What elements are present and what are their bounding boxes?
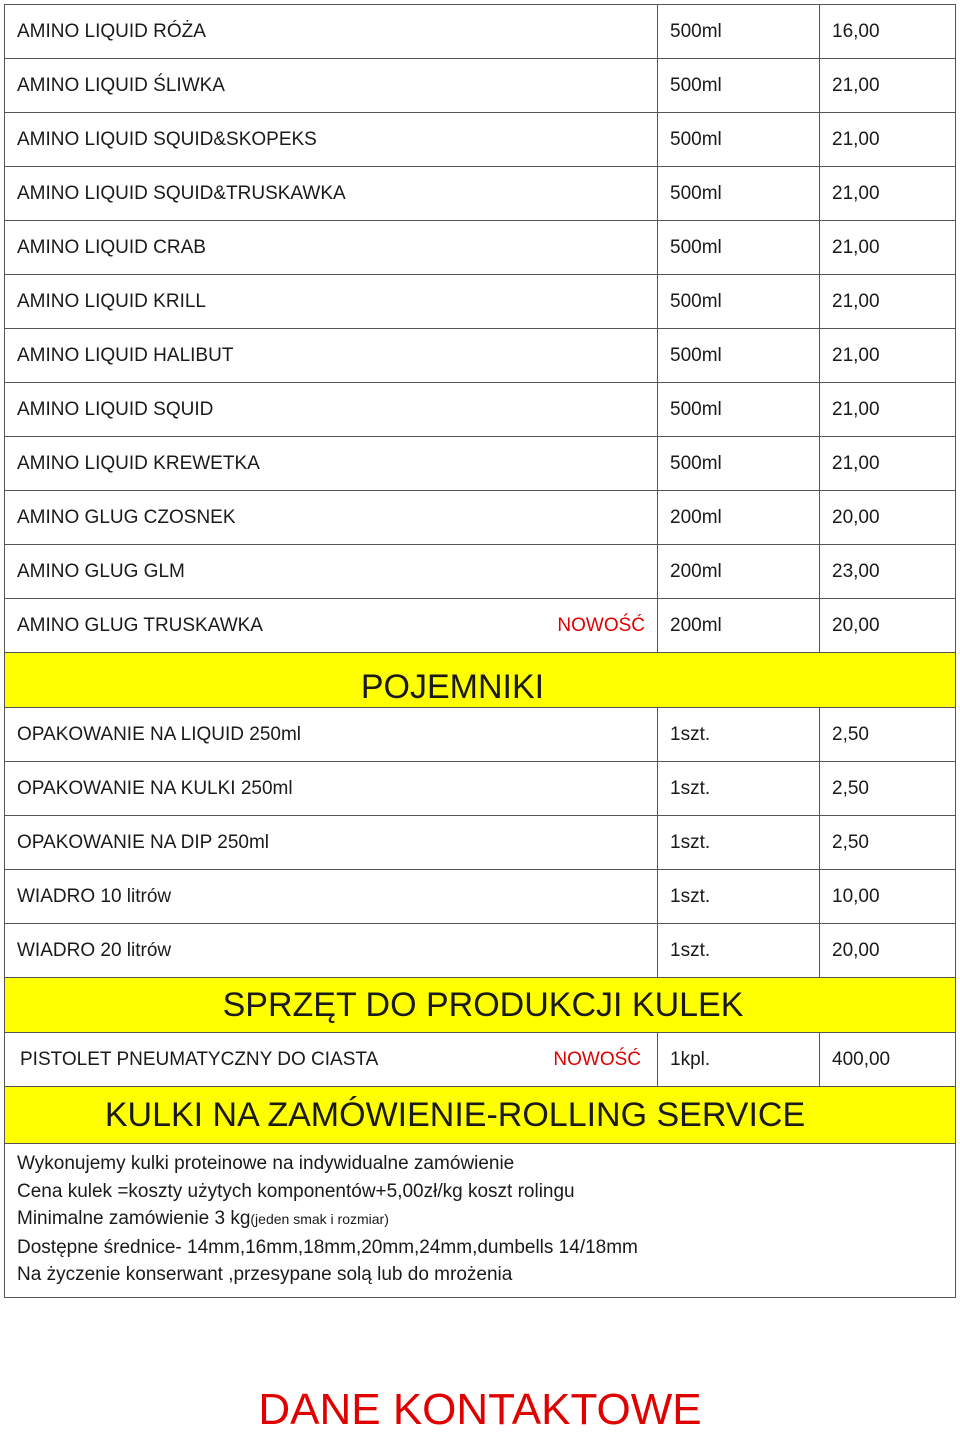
product-name: AMINO GLUG TRUSKAWKA bbox=[17, 614, 263, 636]
quantity-cell: 500ml bbox=[658, 167, 820, 221]
product-name: WIADRO 10 litrów bbox=[17, 885, 172, 907]
table-row bbox=[5, 1033, 956, 1087]
price-cell: 20,00 bbox=[820, 924, 956, 978]
price-cell: 21,00 bbox=[820, 329, 956, 383]
section-containers-title: POJEMNIKI bbox=[5, 653, 956, 708]
quantity-cell: 500ml bbox=[658, 113, 820, 167]
price-cell: 2,50 bbox=[820, 708, 956, 762]
new-badge: NOWOŚĆ bbox=[557, 614, 645, 636]
table-row bbox=[5, 5, 956, 59]
rolling-line5-text: Na życzenie konserwant ,przesypane solą lub do mrożenia bbox=[17, 1264, 513, 1285]
product-name-cell bbox=[5, 870, 658, 924]
quantity-cell: 500ml bbox=[658, 59, 820, 113]
product-name: AMINO LIQUID SQUID&SKOPEKS bbox=[17, 128, 317, 150]
price-cell: 2,50 bbox=[820, 762, 956, 816]
product-name-cell bbox=[5, 59, 658, 113]
price-cell: 21,00 bbox=[820, 275, 956, 329]
price-cell: 23,00 bbox=[820, 545, 956, 599]
price-cell: 20,00 bbox=[820, 599, 956, 653]
table-row bbox=[5, 599, 956, 653]
rolling-line4-text: Dostępne średnice- 14mm,16mm,18mm,20mm,24mm,dumbells 14/18mm bbox=[17, 1236, 638, 1258]
product-name-cell bbox=[5, 762, 658, 816]
quantity-cell: 1szt. bbox=[658, 708, 820, 762]
product-name: OPAKOWANIE NA KULKI 250ml bbox=[17, 777, 293, 799]
table-row bbox=[5, 924, 956, 978]
product-name-cell bbox=[5, 5, 658, 59]
quantity-cell: 500ml bbox=[658, 221, 820, 275]
quantity-cell: 1szt. bbox=[658, 924, 820, 978]
table-row bbox=[5, 545, 956, 599]
price-cell: 21,00 bbox=[820, 113, 956, 167]
product-name: AMINO LIQUID SQUID&TRUSKAWKA bbox=[17, 182, 346, 204]
price-cell: 20,00 bbox=[820, 491, 956, 545]
product-name-cell bbox=[5, 113, 658, 167]
info-row bbox=[5, 1144, 956, 1298]
product-name: AMINO LIQUID ŚLIWKA bbox=[17, 74, 225, 96]
quantity-cell: 1kpl. bbox=[658, 1033, 820, 1087]
rolling-line3-text: Minimalne zamówienie 3 kg bbox=[17, 1208, 251, 1229]
table-row bbox=[5, 59, 956, 113]
rolling-line3-note: (jeden smak i rozmiar) bbox=[250, 1211, 389, 1227]
table-row bbox=[5, 113, 956, 167]
rolling-line3 bbox=[17, 1205, 943, 1234]
product-name-cell bbox=[5, 437, 658, 491]
price-cell: 21,00 bbox=[820, 167, 956, 221]
section-containers bbox=[5, 653, 956, 708]
section-equipment bbox=[5, 978, 956, 1033]
product-name: AMINO LIQUID HALIBUT bbox=[17, 344, 234, 366]
price-cell: 10,00 bbox=[820, 870, 956, 924]
contact-heading: DANE KONTAKTOWE bbox=[258, 1385, 702, 1434]
product-name-cell bbox=[5, 924, 658, 978]
product-name-cell bbox=[5, 545, 658, 599]
rolling-line1 bbox=[17, 1150, 943, 1178]
product-name: OPAKOWANIE NA LIQUID 250ml bbox=[17, 723, 302, 745]
rolling-line2-text: Cena kulek =koszty użytych komponentów+5,00zł/kg koszt rolingu bbox=[17, 1180, 575, 1202]
rolling-info bbox=[5, 1144, 956, 1298]
section-rolling-title: KULKI NA ZAMÓWIENIE-ROLLING SERVICE bbox=[5, 1087, 956, 1144]
table-row bbox=[5, 167, 956, 221]
quantity-cell: 200ml bbox=[658, 599, 820, 653]
product-name-cell bbox=[5, 167, 658, 221]
price-cell: 16,00 bbox=[820, 5, 956, 59]
product-name: PISTOLET PNEUMATYCZNY DO CIASTA bbox=[20, 1048, 379, 1070]
price-cell: 21,00 bbox=[820, 383, 956, 437]
table-row bbox=[5, 275, 956, 329]
price-cell: 21,00 bbox=[820, 221, 956, 275]
product-name: WIADRO 20 litrów bbox=[17, 939, 172, 961]
quantity-cell: 500ml bbox=[658, 329, 820, 383]
quantity-cell: 1szt. bbox=[658, 870, 820, 924]
product-name: AMINO LIQUID RÓŻA bbox=[17, 20, 206, 42]
rolling-line2 bbox=[17, 1178, 943, 1206]
product-name: AMINO GLUG CZOSNEK bbox=[17, 506, 236, 528]
rolling-line4 bbox=[17, 1234, 943, 1262]
rolling-line1-text: Wykonujemy kulki proteinowe na indywidualne zamówienie bbox=[17, 1153, 515, 1174]
product-name: AMINO LIQUID KREWETKA bbox=[17, 452, 260, 474]
section-equipment-title: SPRZĘT DO PRODUKCJI KULEK bbox=[5, 978, 956, 1033]
price-cell: 400,00 bbox=[820, 1033, 956, 1087]
product-name-cell bbox=[5, 221, 658, 275]
new-badge: NOWOŚĆ bbox=[553, 1048, 641, 1070]
quantity-cell: 500ml bbox=[658, 383, 820, 437]
table-row bbox=[5, 491, 956, 545]
section-rolling bbox=[5, 1087, 956, 1144]
product-name-cell bbox=[5, 491, 658, 545]
price-cell: 21,00 bbox=[820, 437, 956, 491]
table-row bbox=[5, 329, 956, 383]
table-row bbox=[5, 816, 956, 870]
quantity-cell: 200ml bbox=[658, 545, 820, 599]
table-row bbox=[5, 762, 956, 816]
product-name: AMINO GLUG GLM bbox=[17, 560, 185, 582]
product-name-cell bbox=[5, 816, 658, 870]
quantity-cell: 1szt. bbox=[658, 816, 820, 870]
product-name: AMINO LIQUID CRAB bbox=[17, 236, 206, 258]
table-row bbox=[5, 437, 956, 491]
rolling-line5 bbox=[17, 1261, 943, 1289]
quantity-cell: 200ml bbox=[658, 491, 820, 545]
table-row bbox=[5, 708, 956, 762]
table-row bbox=[5, 870, 956, 924]
quantity-cell: 500ml bbox=[658, 5, 820, 59]
product-name-cell bbox=[5, 599, 658, 653]
quantity-cell: 1szt. bbox=[658, 762, 820, 816]
product-name: OPAKOWANIE NA DIP 250ml bbox=[17, 831, 270, 853]
product-name-cell bbox=[5, 329, 658, 383]
product-name: AMINO LIQUID KRILL bbox=[17, 290, 206, 312]
price-cell: 2,50 bbox=[820, 816, 956, 870]
table-row bbox=[5, 383, 956, 437]
product-name-cell bbox=[5, 1033, 658, 1087]
price-cell: 21,00 bbox=[820, 59, 956, 113]
product-name: AMINO LIQUID SQUID bbox=[17, 398, 214, 420]
product-name-cell bbox=[5, 275, 658, 329]
table-row bbox=[5, 221, 956, 275]
product-name-cell bbox=[5, 383, 658, 437]
product-name-cell bbox=[5, 708, 658, 762]
price-table bbox=[4, 4, 956, 1298]
quantity-cell: 500ml bbox=[658, 275, 820, 329]
quantity-cell: 500ml bbox=[658, 437, 820, 491]
